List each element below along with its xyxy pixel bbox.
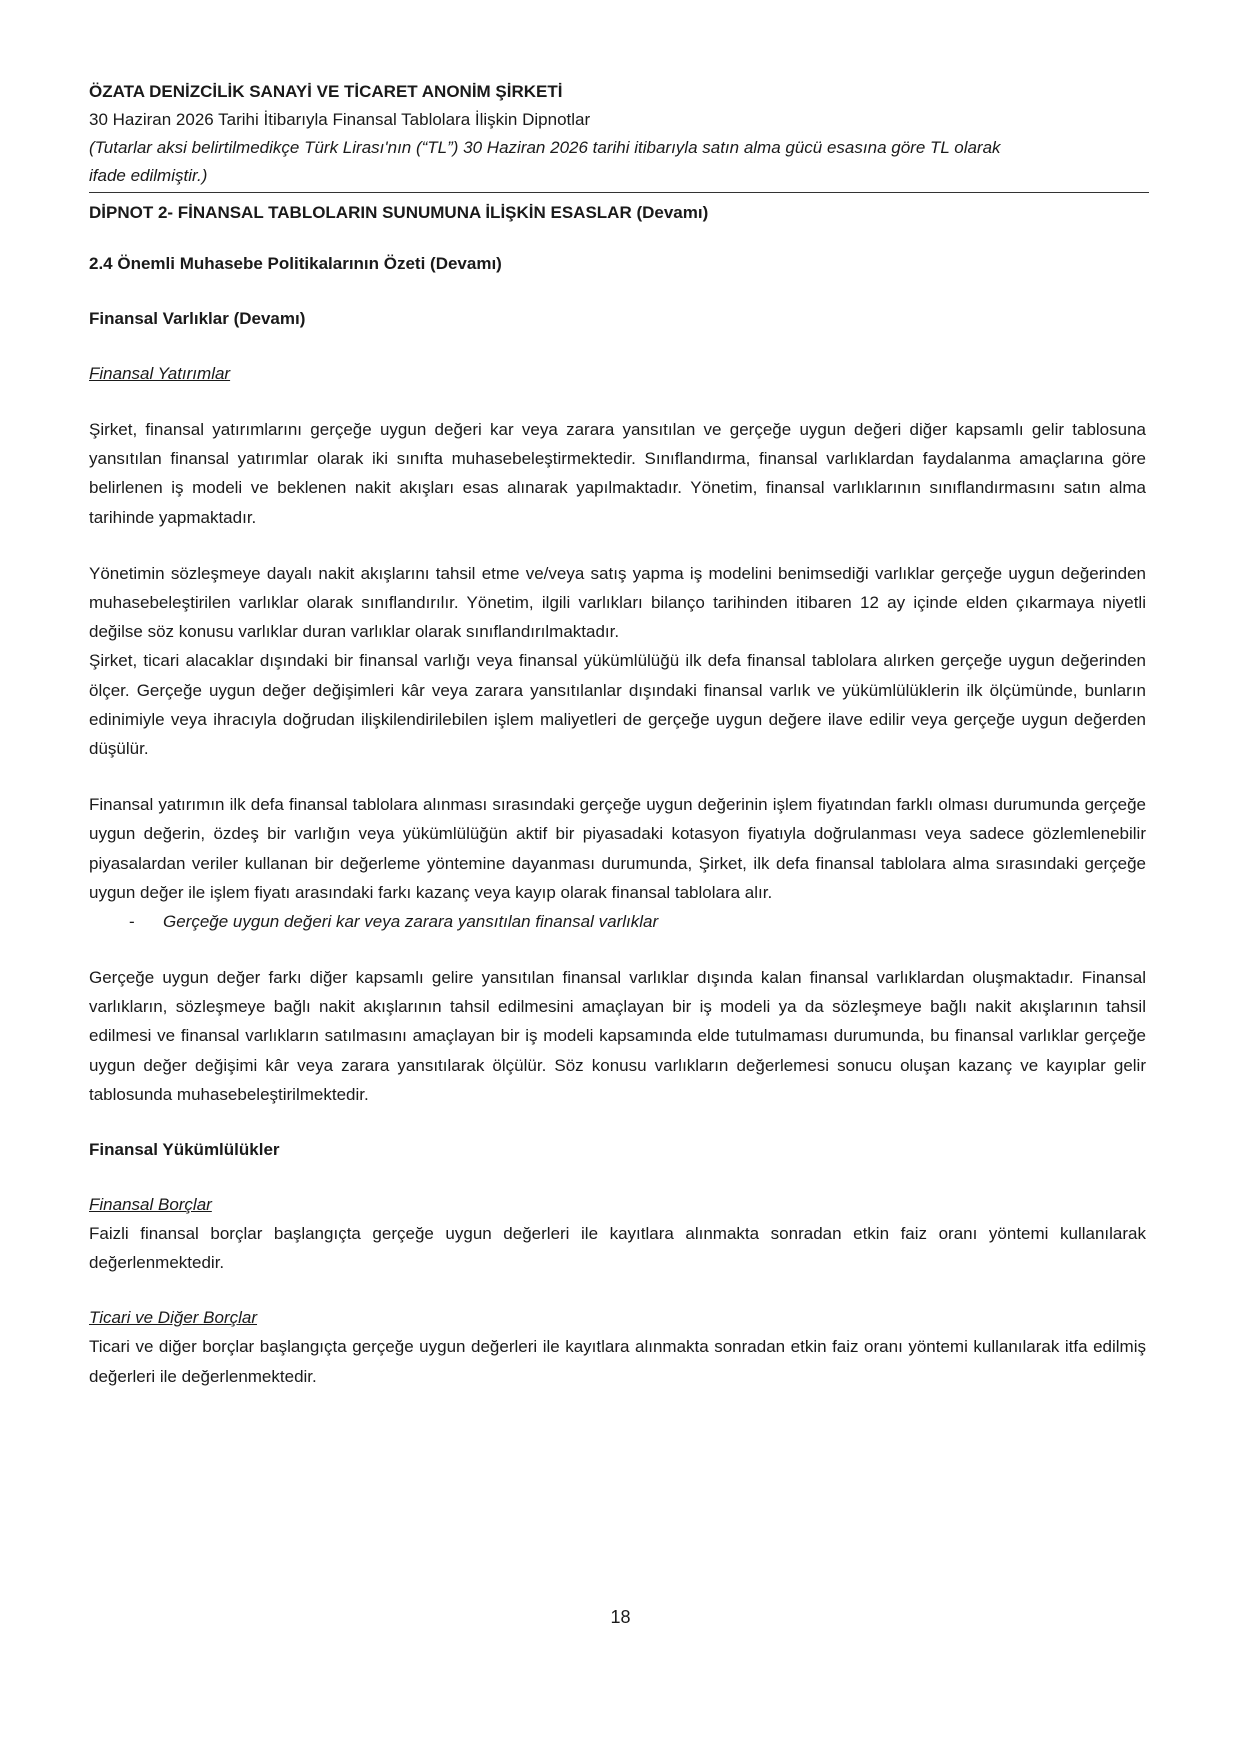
paragraph-investments-1: Şirket, finansal yatırımlarını gerçeğe uygun değeri kar veya zarara yansıtılan ve gerçeğe uygun değeri diğer kapsamlı gelir tablosuna yansıtılan finansal yatırımlar olarak iki sınıfta muhasebeleştirmektedir. Sınıflandırma, finansal varlıklardan faydalanma amaçlarına göre belirlenen iş modeli ve beklenen nakit akışları esas alınarak yapılmaktadır. Yönetim, finansal varlıklarının sınıflandırmasını satın alma tarihinde yapmaktadır. [89, 420, 1146, 527]
document-page [89, 78, 1146, 1391]
bullet-item [89, 907, 1146, 936]
bullet-text: Gerçeğe uygun değeri kar veya zarara yansıtılan finansal varlıklar [163, 912, 659, 932]
financial-investments-title: Finansal Yatırımlar [89, 364, 231, 383]
financial-assets-title: Finansal Varlıklar (Devamı) [89, 309, 306, 328]
section-title: 2.4 Önemli Muhasebe Politikalarının Özeti (Devamı) [89, 254, 502, 273]
page-number: 18 [610, 1607, 631, 1627]
header-subtitle: 30 Haziran 2026 Tarihi İtibarıyla Finansal Tablolara İlişkin Dipnotlar [89, 110, 591, 129]
paragraph-payables: Ticari ve diğer borçlar başlangıçta gerçeğe uygun değerleri ile kayıtlara alınmakta sonradan etkin faiz oranı yöntemi kullanılarak itfa edilmiş değerleri ile değerlenmektedir. [89, 1337, 1146, 1386]
financial-liabilities-title: Finansal Yükümlülükler [89, 1140, 280, 1160]
paragraph-investments-4: Finansal yatırımın ilk defa finansal tablolara alınması sırasındaki gerçeğe uygun değerinin işlem fiyatından farklı olması durumunda gerçeğe uygun değerin, özdeş bir varlığın veya yükümlülüğün aktif bir piyasadaki kotasyon fiyatıyla doğrulanması veya sadece gözlemlenebilir piyasalardan veriler kullanan bir değerleme yöntemine dayanması durumunda, Şirket, ilk defa finansal tablolara alma sırasındaki gerçeğe uygun değer ile işlem fiyatı arasındaki farkı kazanç veya kayıp olarak finansal tablolara alır. [89, 795, 1146, 902]
paragraph-fvtpl: Gerçeğe uygun değer farkı diğer kapsamlı gelire yansıtılan finansal varlıklar dışında kalan finansal varlıklardan oluşmaktadır. Finansal varlıkların, sözleşmeye bağlı nakit akışlarının tahsil edilmesini amaçlayan bir iş modeli ya da sözleşmeye bağlı nakit akışlarının tahsil edilmesi ve finansal varlıkların satılmasını amaçlayan bir iş modeli kapsamında elde tutulmaması durumunda, bu finansal varlıklar gerçeğe uygun değer değişimi kâr veya zarara yansıtılarak ölçülür. Söz konusu varlıkların değerlemesi sonucu oluşan kazanç ve kayıplar gelir tablosunda muhasebeleştirilmektedir. [89, 968, 1146, 1104]
header-note-line-2: ifade edilmiştir.) [89, 166, 208, 185]
page-header [89, 78, 1146, 193]
company-name: ÖZATA DENİZCİLİK SANAYİ VE TİCARET ANONİM ŞİRKETİ [89, 82, 563, 101]
trade-payables-title: Ticari ve Diğer Borçlar [89, 1308, 257, 1328]
paragraph-borrowings: Faizli finansal borçlar başlangıçta gerçeğe uygun değerleri ile kayıtlara alınmakta sonradan etkin faiz oranı yöntemi kullanılarak değerlenmektedir. [89, 1224, 1146, 1273]
bullet-dash: - [129, 912, 135, 932]
paragraph-investments-2: Yönetimin sözleşmeye dayalı nakit akışlarını tahsil etme ve/veya satış yapma iş modelini benimsediği varlıklar gerçeğe uygun değerinden muhasebeleştirilen varlıklar olarak sınıflandırılır. Yönetim, ilgili varlıkları bilanço tarihinden itibaren 12 ay içinde elden çıkarmaya niyetli değilse söz konusu varlıklar duran varlıklar olarak sınıflandırılmaktadır. [89, 563, 1146, 642]
header-note-line-1: (Tutarlar aksi belirtilmedikçe Türk Lirası'nın (“TL”) 30 Haziran 2026 tarihi itibarıyla satın alma gücü esasına göre TL olarak [89, 138, 1001, 157]
paragraph-investments-3: Şirket, ticari alacaklar dışındaki bir finansal varlığı veya finansal yükümlülüğü ilk defa finansal tablolara alırken gerçeğe uygun değerinden ölçer. Gerçeğe uygun değer değişimleri kâr veya zarara yansıtılanlar dışındaki finansal varlık ve yükümlülüklerin ilk ölçümünde, bunların edinimiyle veya ihracıyla doğrudan ilişkilendirilebilen işlem maliyetleri de gerçeğe uygun değere ilave edilir veya gerçeğe uygun değerden düşülür. [89, 651, 1146, 759]
header-divider [89, 192, 1149, 193]
financial-borrowings-title: Finansal Borçlar [89, 1195, 212, 1215]
note-title: DİPNOT 2- FİNANSAL TABLOLARIN SUNUMUNA İLİŞKİN ESASLAR (Devamı) [89, 203, 709, 222]
